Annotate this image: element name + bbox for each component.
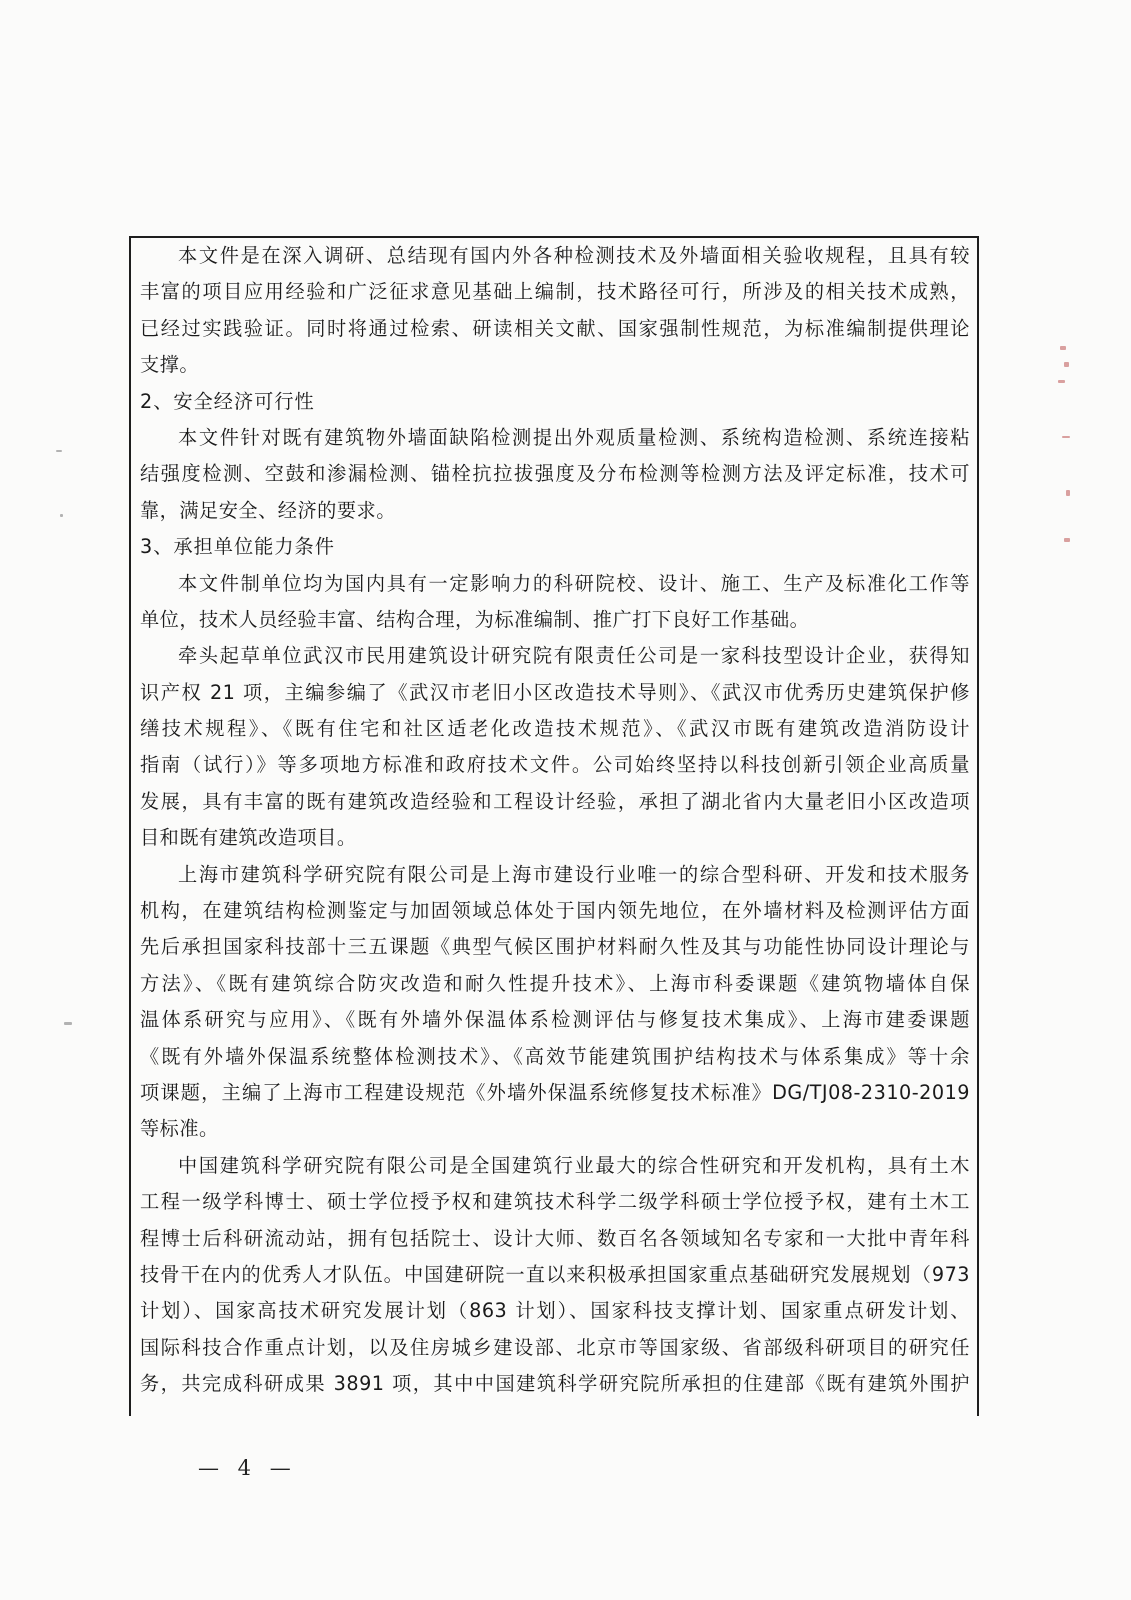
text-line: 单位，技术人员经验丰富、结构合理，为标准编制、推广打下良好工作基础。 <box>140 607 810 631</box>
scan-speck <box>1064 538 1070 542</box>
scan-speck <box>1060 346 1066 350</box>
text-line: 技骨干在内的优秀人才队伍。中国建研院一直以来积极承担国家重点基础研究发展规划（973 <box>140 1262 970 1286</box>
scan-speck <box>56 450 62 452</box>
text-line: 指南（试行）》等多项地方标准和政府技术文件。公司始终坚持以科技创新引领企业高质量 <box>140 753 970 777</box>
text-line: 国际科技合作重点计划，以及住房城乡建设部、北京市等国家级、省部级科研项目的研究任 <box>140 1335 970 1359</box>
scan-speck <box>60 514 63 517</box>
scan-speck <box>64 1022 72 1025</box>
scan-speck <box>1066 490 1070 496</box>
text-line: 项课题，主编了上海市工程建设规范《外墙外保温系统修复技术标准》DG/TJ08-2310-2019 <box>140 1080 970 1104</box>
page-number: — 4 — <box>198 1456 297 1480</box>
text-line: 上海市建筑科学研究院有限公司是上海市建设行业唯一的综合型科研、开发和技术服务 <box>178 862 970 886</box>
section-heading: 3、承担单位能力条件 <box>140 535 335 559</box>
text-line: 发展，具有丰富的既有建筑改造经验和工程设计经验，承担了湖北省内大量老旧小区改造项 <box>140 789 970 813</box>
text-line: 中国建筑科学研究院有限公司是全国建筑行业最大的综合性研究和开发机构，具有土木 <box>178 1153 970 1177</box>
text-line: 本文件是在深入调研、总结现有国内外各种检测技术及外墙面相关验收规程，且具有较 <box>178 244 970 267</box>
text-line: 工程一级学科博士、硕士学位授予权和建筑技术科学二级学科硕士学位授予权，建有土木工 <box>140 1190 970 1214</box>
document-body <box>140 238 970 1403</box>
text-line: 缮技术规程》、《既有住宅和社区适老化改造技术规范》、《武汉市既有建筑改造消防设计 <box>140 717 970 741</box>
text-line: 《既有外墙外保温系统整体检测技术》、《高效节能建筑围护结构技术与体系集成》等十余 <box>140 1044 970 1068</box>
text-line: 丰富的项目应用经验和广泛征求意见基础上编制，技术路径可行，所涉及的相关技术成熟， <box>140 280 970 304</box>
text-line: 务，共完成科研成果 3891 项，其中中国建筑科学研究院所承担的住建部《既有建筑外围护 <box>140 1372 970 1396</box>
text-line: 温体系研究与应用》、《既有外墙外保温体系检测评估与修复技术集成》、上海市建委课题 <box>140 1008 970 1032</box>
text-line: 靠，满足安全、经济的要求。 <box>140 498 396 522</box>
text-line: 先后承担国家科技部十三五课题《典型气候区围护材料耐久性及其与功能性协同设计理论与 <box>140 935 970 959</box>
text-line: 本文件针对既有建筑物外墙面缺陷检测提出外观质量检测、系统构造检测、系统连接粘 <box>178 425 970 449</box>
scan-speck <box>1062 436 1070 438</box>
text-line: 本文件制单位均为国内具有一定影响力的科研院校、设计、施工、生产及标准化工作等 <box>178 571 970 595</box>
scan-speck <box>1064 362 1069 367</box>
text-line: 计划）、国家高技术研究发展计划（863 计划）、国家科技支撑计划、国家重点研发计划、 <box>140 1299 970 1323</box>
text-line: 目和既有建筑改造项目。 <box>140 826 357 850</box>
scan-speck <box>1058 380 1065 383</box>
text-line: 牵头起草单位武汉市民用建筑设计研究院有限责任公司是一家科技型设计企业，获得知 <box>178 644 970 668</box>
section-heading: 2、安全经济可行性 <box>140 389 315 413</box>
text-line: 机构，在建筑结构检测鉴定与加固领域总体处于国内领先地位，在外墙材料及检测评估方面 <box>140 899 970 923</box>
text-line: 支撑。 <box>140 353 200 377</box>
text-line: 程博士后科研流动站，拥有包括院士、设计大师、数百名各领域知名专家和一大批中青年科 <box>140 1226 970 1250</box>
text-line: 方法》、《既有建筑综合防灾改造和耐久性提升技术》、上海市科委课题《建筑物墙体自保 <box>140 971 970 995</box>
text-line: 结强度检测、空鼓和渗漏检测、锚栓抗拉拔强度及分布检测等检测方法及评定标准，技术可 <box>140 462 970 486</box>
text-line: 识产权 21 项，主编参编了《武汉市老旧小区改造技术导则》、《武汉市优秀历史建筑保护修 <box>140 680 970 704</box>
text-line: 已经过实践验证。同时将通过检索、研读相关文献、国家强制性规范，为标准编制提供理论 <box>140 316 970 340</box>
text-line: 等标准。 <box>140 1117 219 1141</box>
